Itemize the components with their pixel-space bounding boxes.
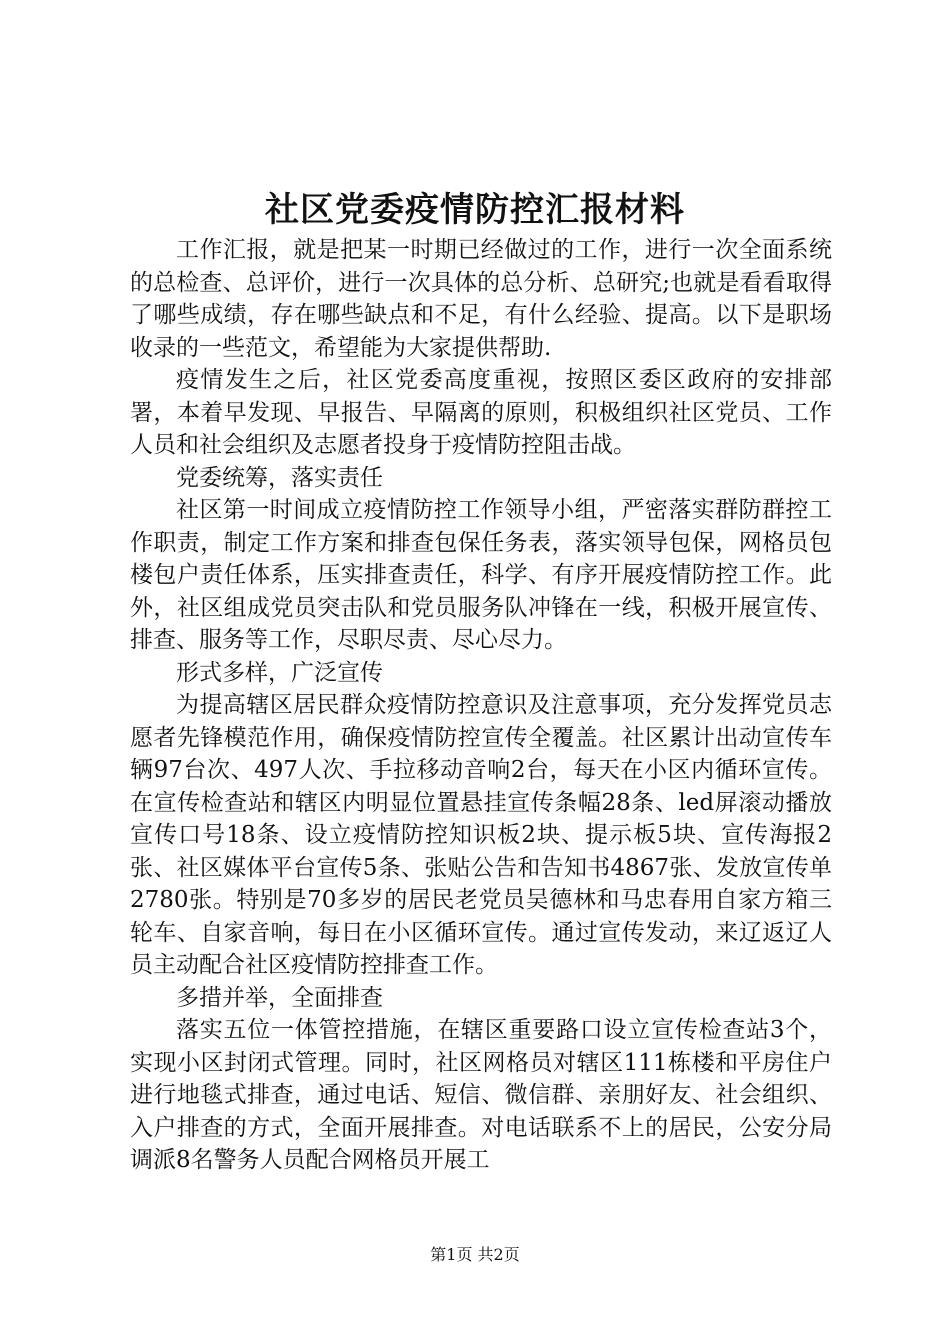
investigation-paragraph: 落实五位一体管控措施，在辖区重要路口设立宣传检查站3个，实现小区封闭式管理。同时，社区网格员对辖区111栋楼和平房住户进行地毯式排查，通过电话、短信、微信群、亲朋好友、社会组织、入户排查的方式，全面开展排查。对电话联系不上的居民，公安分局调派8名警务人员配合网格员开展工 bbox=[130, 1017, 832, 1173]
section-heading-responsibility: 党委统筹，落实责任 bbox=[176, 464, 383, 491]
background-paragraph: 疫情发生之后，社区党委高度重视，按照区委区政府的安排部署，本着早发现、早报告、早隔离的原则，积极组织社区党员、工作人员和社会组织及志愿者投身于疫情防控阻击战。 bbox=[130, 367, 832, 458]
publicity-paragraph: 为提高辖区居民群众疫情防控意识及注意事项，充分发挥党员志愿者先锋模范作用，确保疫情防控宣传全覆盖。社区累计出动宣传车辆97台次、497人次、手拉移动音响2台，每天在小区内循环宣传。在宣传检查站和辖区内明显位置悬挂宣传条幅28条、led屏滚动播放宣传口号18条、设立疫情防控知识板2块、提示板5块、宣传海报2张、社区媒体平台宣传5条、张贴公告和告知书4867张、发放宣传单2780张。特别是70多岁的居民老党员吴德林和马忠春用自家方箱三轮车、自家音响，每日在小区循环宣传。通过宣传发动，来辽返辽人员主动配合社区疫情防控排查工作。 bbox=[130, 692, 832, 978]
intro-paragraph: 工作汇报，就是把某一时期已经做过的工作，进行一次全面系统的总检查、总评价，进行一次具体的总分析、总研究;也就是看看取得了哪些成绩，存在哪些缺点和不足，有什么经验、提高。以下是职场收录的一些范文，希望能为大家提供帮助. bbox=[130, 237, 832, 361]
page-number-footer: 第1页 共2页 bbox=[430, 1245, 520, 1264]
section-heading-publicity: 形式多样，广泛宣传 bbox=[176, 659, 383, 686]
document-body bbox=[130, 234, 832, 1177]
responsibility-paragraph: 社区第一时间成立疫情防控工作领导小组，严密落实群防群控工作职责，制定工作方案和排查包保任务表，落实领导包保，网格员包楼包户责任体系，压实排查责任，科学、有序开展疫情防控工作。此外，社区组成党员突击队和党员服务队冲锋在一线，积极开展宣传、排查、服务等工作，尽职尽责、尽心尽力。 bbox=[130, 497, 832, 653]
section-heading-investigation: 多措并举，全面排查 bbox=[176, 984, 383, 1011]
document-title: 社区党委疫情防控汇报材料 bbox=[265, 190, 685, 230]
